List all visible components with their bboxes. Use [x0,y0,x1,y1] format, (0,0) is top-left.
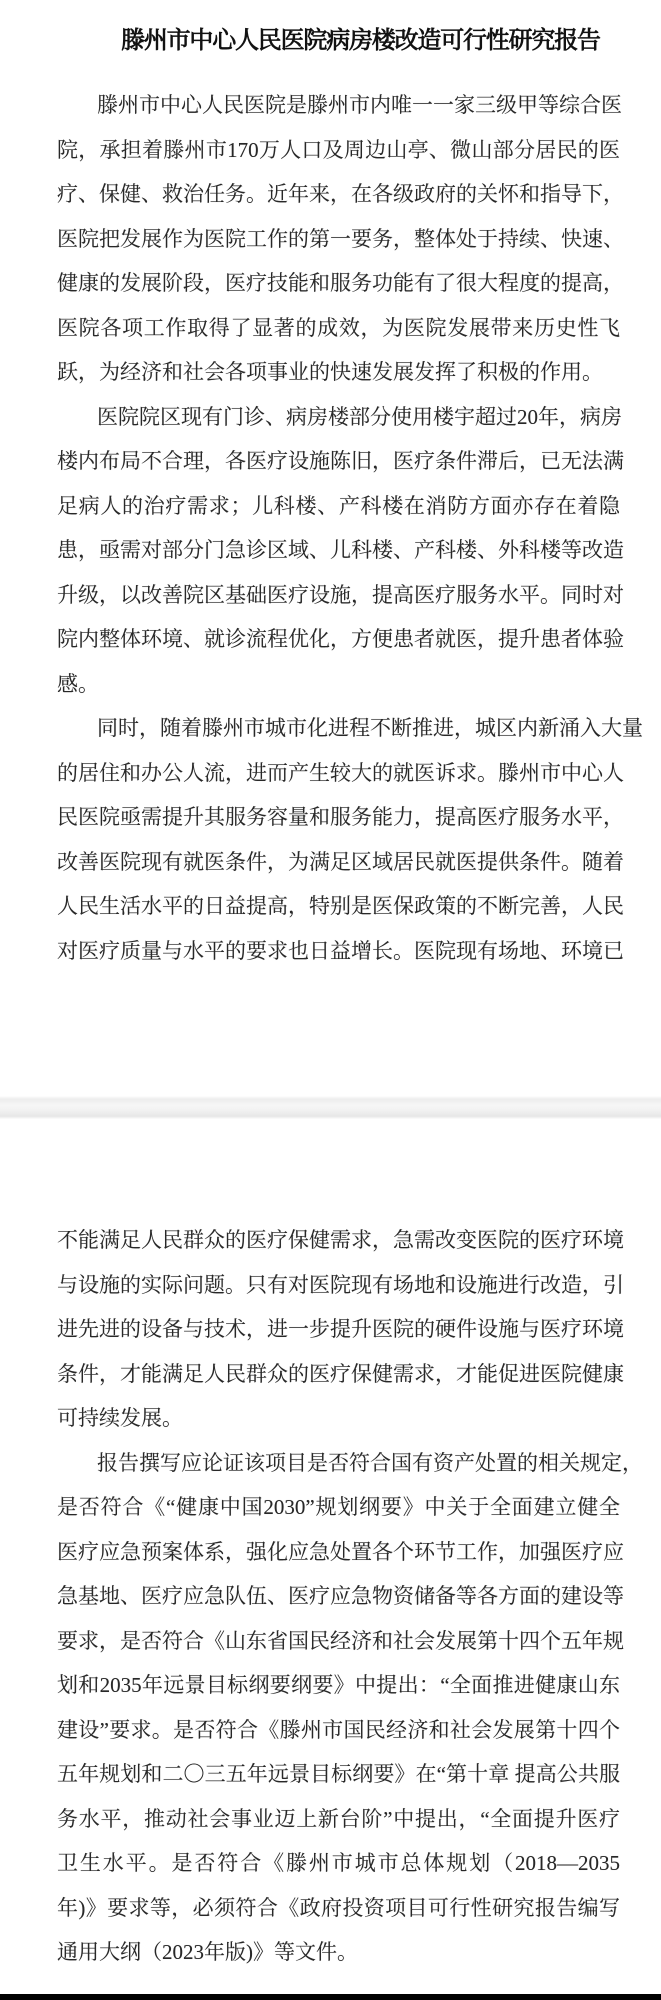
text-line: 滕州市中心人民医院是滕州市内唯一一家三级甲等综合医 [97,93,622,117]
text-line: 可持续发展。 [57,1406,183,1430]
text-line: 不能满足人民群众的医疗保健需求，急需改变医院的医疗环境 [57,1228,624,1252]
text-line: 医院各项工作取得了显著的成效，为医院发展带来历史性飞 [57,315,620,340]
text-line: 卫生水平。是否符合《滕州市城市总体规划（2018—2035 [57,1851,620,1875]
page-2-text [57,1218,643,1975]
text-line: 与设施的实际问题。只有对医院现有场地和设施进行改造，引 [57,1272,624,1297]
text-line: 急基地、医疗应急队伍、医疗应急物资储备等各方面的建设等 [57,1584,624,1608]
text-line: 医疗应急预案体系，强化应急处置各个环节工作，加强医疗应 [57,1539,624,1564]
text-line: 感。 [57,671,99,696]
text-line: 患，亟需对部分门急诊区域、儿科楼、产科楼、外科楼等改造 [57,538,624,562]
page-1-text [57,83,643,973]
text-line: 对医疗质量与水平的要求也日益增长。医院现有场地、环境已 [57,938,624,963]
text-line: 民医院亟需提升其服务容量和服务能力，提高医疗服务水平， [57,805,624,829]
text-line: 院，承担着滕州市170万人口及周边山亭、微山部分居民的医 [57,137,620,162]
text-line: 疗、保健、救治任务。近年来，在各级政府的关怀和指导下， [57,182,624,206]
text-line: 跃，为经济和社会各项事业的快速发展发挥了积极的作用。 [57,360,603,384]
text-line: 健康的发展阶段，医疗技能和服务功能有了很大程度的提高， [57,271,624,295]
text-line: 报告撰写应论证该项目是否符合国有资产处置的相关规定， [97,1450,643,1475]
text-line: 务水平，推动社会事业迈上新台阶”中提出，“全面提升医疗 [57,1806,620,1831]
text-line: 人民生活水平的日益提高，特别是医保政策的不断完善，人民 [57,894,624,918]
text-line: 建设”要求。是否符合《滕州市国民经济和社会发展第十四个 [57,1717,620,1742]
text-line: 划和2035年远景目标纲要纲要》中提出：“全面推进健康山东 [57,1673,620,1697]
text-line: 要求，是否符合《山东省国民经济和社会发展第十四个五年规 [57,1628,624,1653]
text-line: 院内整体环境、就诊流程优化，方便患者就医，提升患者体验 [57,627,624,651]
text-line: 五年规划和二〇三五年远景目标纲要》在“第十章 提高公共服 [57,1762,620,1786]
bottom-edge-bar [0,1994,661,2000]
page-separator [0,1096,661,1119]
text-line: 通用大纲（2023年版)》等文件。 [57,1940,358,1964]
text-line: 升级，以改善院区基础医疗设施，提高医疗服务水平。同时对 [57,582,624,607]
text-line: 是否符合《“健康中国2030”规划纲要》中关于全面建立健全 [57,1495,620,1519]
text-line: 改善医院现有就医条件，为满足区域居民就医提供条件。随着 [57,849,624,874]
document-title: 滕州市中心人民医院病房楼改造可行性研究报告 [121,27,600,54]
text-line: 同时，随着滕州市城市化进程不断推进，城区内新涌入大量 [97,716,643,740]
text-line: 医院把发展作为医院工作的第一要务，整体处于持续、快速、 [57,226,624,251]
text-line: 的居住和办公人流，进而产生较大的就医诉求。滕州市中心人 [57,760,624,785]
text-line: 楼内布局不合理，各医疗设施陈旧，医疗条件滞后，已无法满 [57,449,624,473]
text-line: 足病人的治疗需求；儿科楼、产科楼在消防方面亦存在着隐 [57,493,620,518]
text-line: 条件，才能满足人民群众的医疗保健需求，才能促进医院健康 [57,1361,624,1386]
text-line: 年)》要求等，必须符合《政府投资项目可行性研究报告编写 [57,1895,620,1920]
text-line: 进先进的设备与技术，进一步提升医院的硬件设施与医疗环境 [57,1317,624,1341]
text-line: 医院院区现有门诊、病房楼部分使用楼宇超过20年，病房 [97,404,622,429]
